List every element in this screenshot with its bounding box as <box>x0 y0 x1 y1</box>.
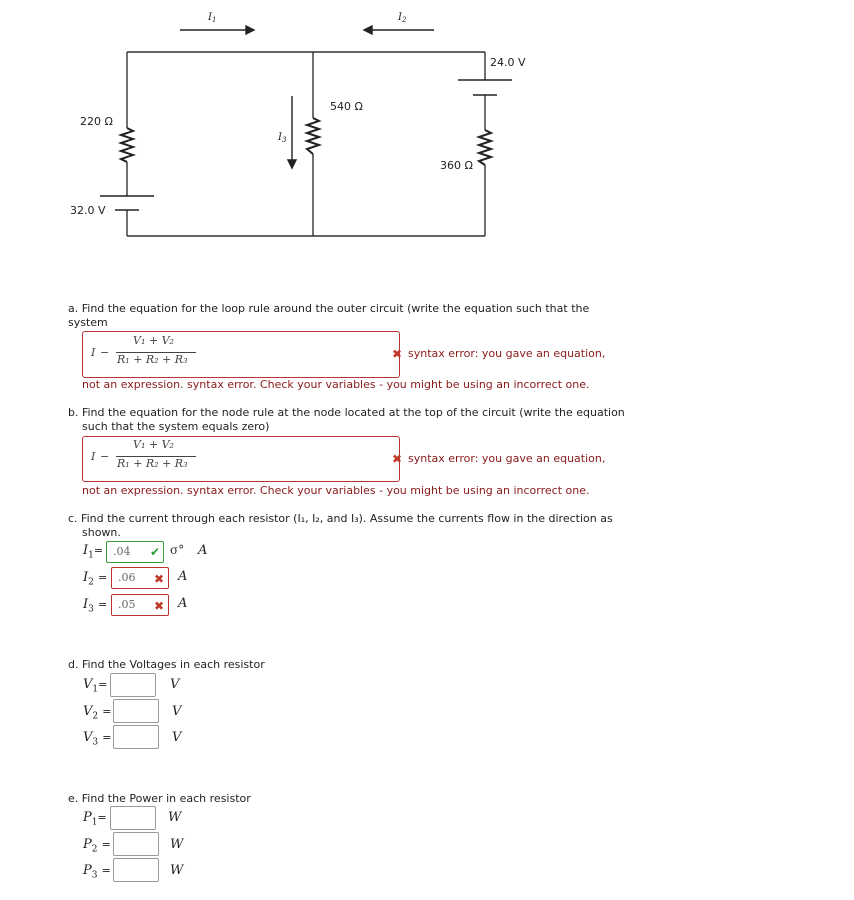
eq-a-denominator: R₁ + R₂ + R₃ <box>117 353 188 366</box>
equation-input-b[interactable] <box>82 436 403 482</box>
arrow-i3 <box>288 96 296 168</box>
question-b <box>68 406 628 434</box>
eq-b-denominator: R₁ + R₂ + R₃ <box>117 457 188 470</box>
var-p3: $P_3$ = <box>83 863 111 881</box>
battery-v2 <box>458 80 512 95</box>
circuit-diagram <box>0 0 854 250</box>
unit-v2: V <box>172 704 182 719</box>
question-c <box>68 512 628 540</box>
resistor-r1 <box>121 128 133 162</box>
answer-p3-field[interactable] <box>113 858 159 882</box>
question-b-line2: such that the system equals zero) <box>82 420 270 433</box>
var-p2: $P_2$ = <box>83 837 111 855</box>
answer-p2-field[interactable] <box>113 832 159 856</box>
var-v1: $V_1=$ <box>83 677 108 695</box>
arrow-i2 <box>364 26 434 34</box>
question-b-line1: b. Find the equation for the node rule at the node located at the top of the circuit (write the equation <box>68 406 625 419</box>
unit-i2: A <box>178 569 188 584</box>
answer-p1-field[interactable] <box>110 806 156 830</box>
eq-a-I: I <box>91 346 96 359</box>
answer-v1-field[interactable] <box>110 673 156 697</box>
error-inline-b: syntax error: you gave an equation, <box>408 452 606 465</box>
unit-p3: W <box>170 863 184 878</box>
unit-p2: W <box>170 837 184 852</box>
unit-v1: V <box>170 677 180 692</box>
error-x-icon-i3: ✖ <box>154 599 165 613</box>
eq-a-minus: − <box>100 346 110 359</box>
label-i2: $I_2$ <box>398 12 407 24</box>
battery-v1 <box>100 196 154 210</box>
answer-i1-value: .04 <box>113 545 131 558</box>
question-a-line1: a. Find the equation for the loop rule around the outer circuit (write the equation such that the system <box>68 302 590 329</box>
resistor-r2 <box>307 118 319 154</box>
sigma-icon-i1[interactable]: σ° <box>170 543 185 557</box>
label-i1: $I_1$ <box>208 12 217 24</box>
unit-i3: A <box>178 596 188 611</box>
answer-v3-field[interactable] <box>113 725 159 749</box>
var-v2: $V_2$ = <box>83 704 112 722</box>
eq-b-numerator: V₁ + V₂ <box>133 438 174 451</box>
resistor-r3 <box>479 130 491 165</box>
var-v3: $V_3$ = <box>83 730 112 748</box>
label-r1: 220 Ω <box>80 115 113 128</box>
var-i2: $I_2$ = <box>83 570 108 588</box>
label-r2: 540 Ω <box>330 100 363 113</box>
equation-input-a[interactable] <box>82 331 403 378</box>
error-x-icon-b: ✖ <box>392 452 403 466</box>
eq-b-minus: − <box>100 450 110 463</box>
answer-i3-value: .05 <box>118 598 136 611</box>
label-v2: 24.0 V <box>490 56 526 69</box>
error-line-b: not an expression. syntax error. Check your variables - you might be using an incorrect one. <box>82 484 590 497</box>
label-i3: $I_3$ <box>278 132 287 144</box>
eq-b-I: I <box>91 450 96 463</box>
question-c-line2: shown. <box>82 526 121 539</box>
question-d: d. Find the Voltages in each resistor <box>68 658 265 671</box>
var-i3: $I_3$ = <box>83 597 108 615</box>
arrow-i1 <box>180 26 254 34</box>
check-icon-i1: ✔ <box>150 545 161 559</box>
question-c-line1: c. Find the current through each resistor (I₁, I₂, and I₃). Assume the currents flow in the direction as <box>68 512 613 525</box>
error-x-icon-a: ✖ <box>392 347 403 361</box>
var-i1: $I_1=$ <box>83 543 104 561</box>
unit-p1: W <box>168 810 182 825</box>
error-x-icon-i2: ✖ <box>154 572 165 586</box>
error-line-a: not an expression. syntax error. Check your variables - you might be using an incorrect one. <box>82 378 590 391</box>
eq-a-numerator: V₁ + V₂ <box>133 334 174 347</box>
question-e: e. Find the Power in each resistor <box>68 792 251 805</box>
error-inline-a: syntax error: you gave an equation, <box>408 347 606 360</box>
label-r3: 360 Ω <box>440 159 473 172</box>
answer-i2-value: .06 <box>118 571 136 584</box>
answer-v2-field[interactable] <box>113 699 159 723</box>
unit-v3: V <box>172 730 182 745</box>
unit-i1: A <box>198 543 208 558</box>
var-p1: $P_1=$ <box>83 810 107 828</box>
label-v1: 32.0 V <box>70 204 106 217</box>
